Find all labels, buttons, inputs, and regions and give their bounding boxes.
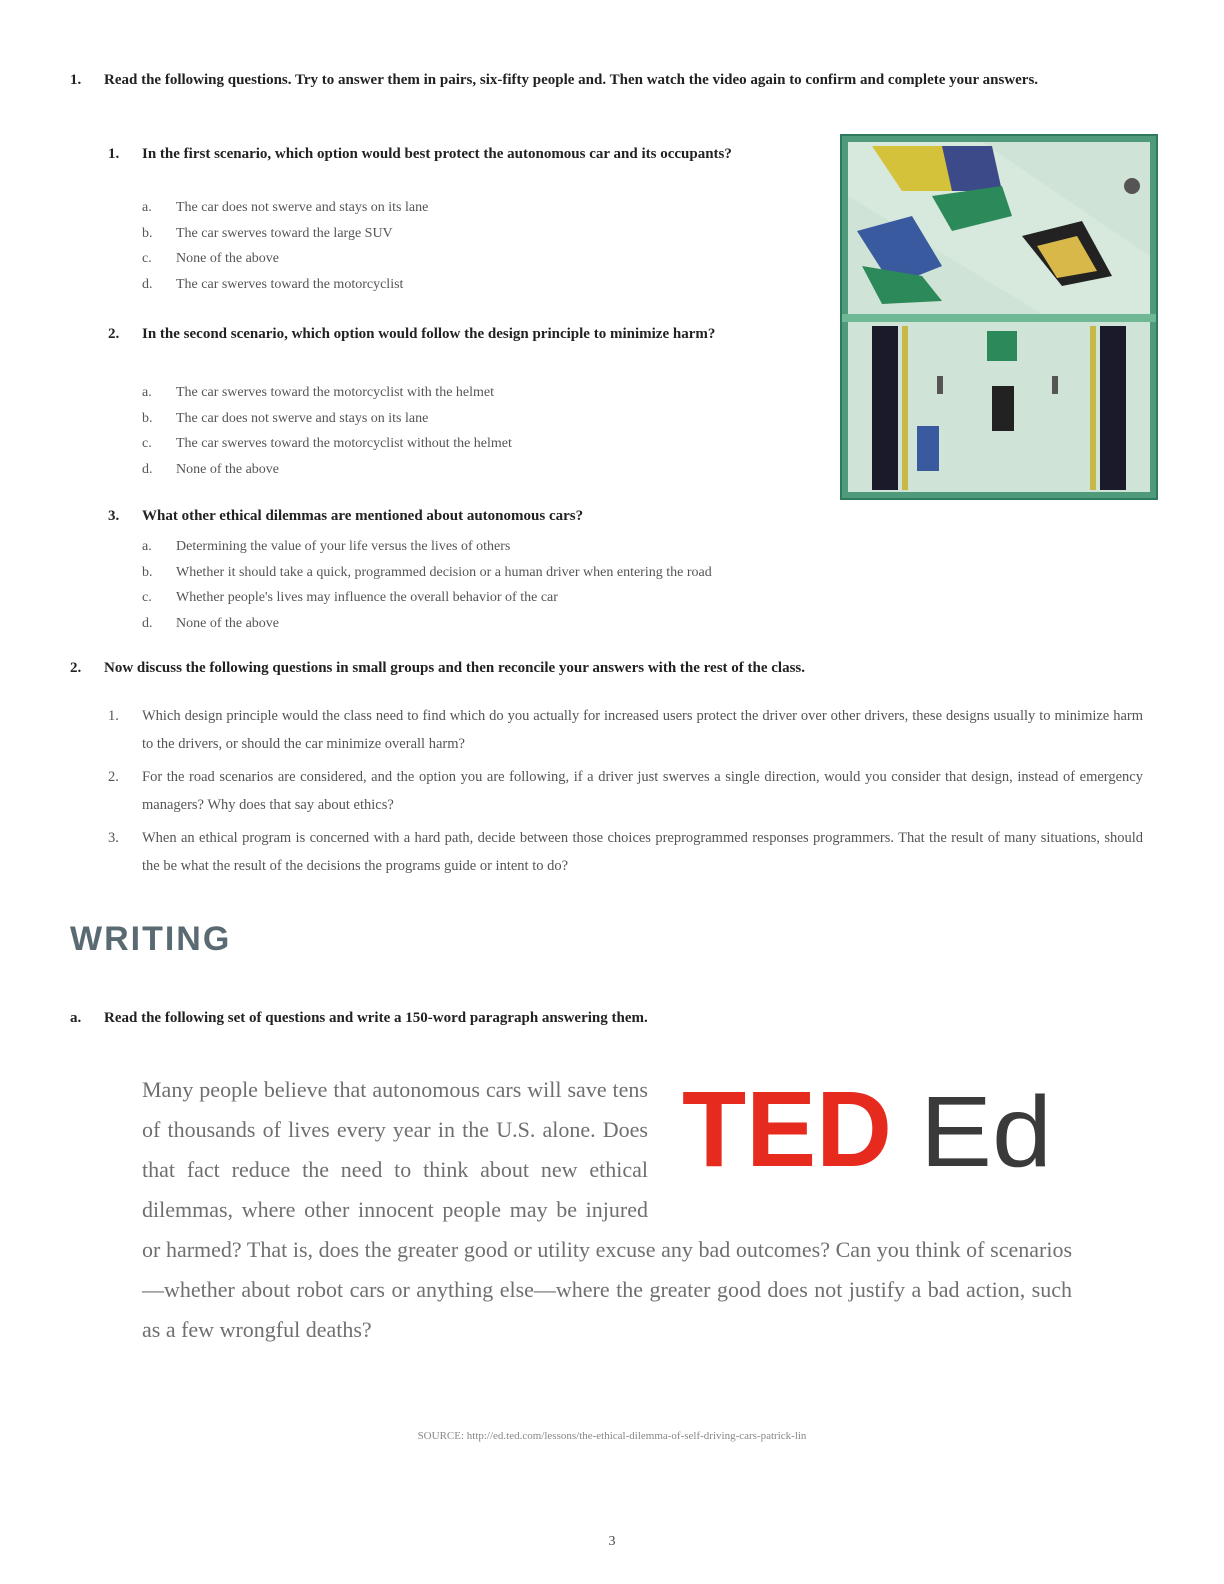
question-3-options <box>142 534 712 636</box>
writing-prompt <box>142 1070 1072 1350</box>
instruction-3-number: a. <box>70 1010 82 1026</box>
option: d. None of the above <box>142 615 280 631</box>
question-1-options <box>142 195 428 297</box>
page-number: 3 <box>608 1534 616 1549</box>
building-blue <box>942 146 1002 191</box>
option: c. None of the above <box>142 251 280 266</box>
option: b. The car swerves toward the large SUV <box>142 225 393 241</box>
question-3-text: What other ethical dilemmas are mentioned about autonomous cars? <box>142 508 584 524</box>
instruction-1-number: 1. <box>70 72 82 88</box>
question-3-number: 3. <box>108 508 120 524</box>
question-2-options <box>142 380 512 482</box>
car <box>917 426 939 471</box>
scenario-illustration <box>840 134 1158 500</box>
logo-ted: TED <box>682 1074 892 1174</box>
option: b. Whether it should take a quick, programmed decision or a human driver when entering the road <box>142 564 712 580</box>
option: d. The car swerves toward the motorcyclist <box>142 276 404 292</box>
option: a. The car swerves toward the motorcyclist with the helmet <box>142 385 495 400</box>
instruction-3 <box>70 1006 1145 1030</box>
motorcycle <box>1124 178 1140 194</box>
discussion-item: 1. Which design principle would the class need to find which do you actually for increased users protect the driver over other drivers, these designs usually to minimize harm to the drivers, or should the car minimize overall harm? <box>108 708 1143 752</box>
source-citation: SOURCE: http://ed.ted.com/lessons/the-ethical-dilemma-of-self-driving-cars-patrick-lin <box>417 1430 807 1442</box>
discussion-questions <box>108 702 1143 885</box>
discussion-item: 2. For the road scenarios are considered, and the option you are following, if a driver just swerves a single direction, would you consider that design, instead of emergency managers? Why does that say about ethics? <box>108 769 1143 813</box>
option: d. None of the above <box>142 461 280 477</box>
scenario-graphic <box>842 136 1156 498</box>
logo-ed: Ed <box>920 1076 1052 1174</box>
option: b. The car does not swerve and stays on its lane <box>142 410 429 426</box>
discussion-item: 3. When an ethical program is concerned with a hard path, decide between those choices preprogrammed responses programmers. That the result of many situations, should the be what the result of the decisions the programs guide or intent to do? <box>108 830 1143 874</box>
instruction-2-number: 2. <box>70 660 82 676</box>
question-2-text: In the second scenario, which option would follow the design principle to minimize harm? <box>142 326 716 342</box>
instruction-3-text: Read the following set of questions and write a 150-word paragraph answering them. <box>104 1010 648 1026</box>
question-3 <box>108 502 820 530</box>
instruction-2 <box>70 656 1145 680</box>
car <box>992 386 1014 431</box>
question-1-text: In the first scenario, which option would best protect the autonomous car and its occupants? <box>142 146 732 162</box>
question-2 <box>108 320 820 348</box>
instruction-2-text: Now discuss the following questions in small groups and then reconcile your answers with the rest of the class. <box>104 660 806 676</box>
option: a. The car does not swerve and stays on its lane <box>142 200 429 215</box>
question-2-number: 2. <box>108 326 120 342</box>
instruction-1 <box>70 68 1145 92</box>
writing-prompt-text: Many people believe that autonomous cars will save tens of thousands of lives every year in the U.S. alone. Does that fact reduce the need to think about new ethical dilemmas, where other innocent people may be injured or harmed? That is, does the greater good or utility excuse any bad outcomes? Can you think of scenarios—whether about robot cars or anything else—where the greater good does not justify a bad action, such as a few wrongful deaths? <box>142 1077 1072 1342</box>
question-1-number: 1. <box>108 146 120 162</box>
option: a. Determining the value of your life versus the lives of others <box>142 539 511 554</box>
instruction-1-text: Read the following questions. Try to answer them in pairs, six-fifty people and. Then watch the video again to confirm and complete your answers. <box>104 72 1039 88</box>
section-heading: WRITING <box>70 920 232 958</box>
option: c. Whether people's lives may influence the overall behavior of the car <box>142 590 558 605</box>
option: c. The car swerves toward the motorcyclist without the helmet <box>142 436 512 451</box>
question-1 <box>108 140 820 168</box>
